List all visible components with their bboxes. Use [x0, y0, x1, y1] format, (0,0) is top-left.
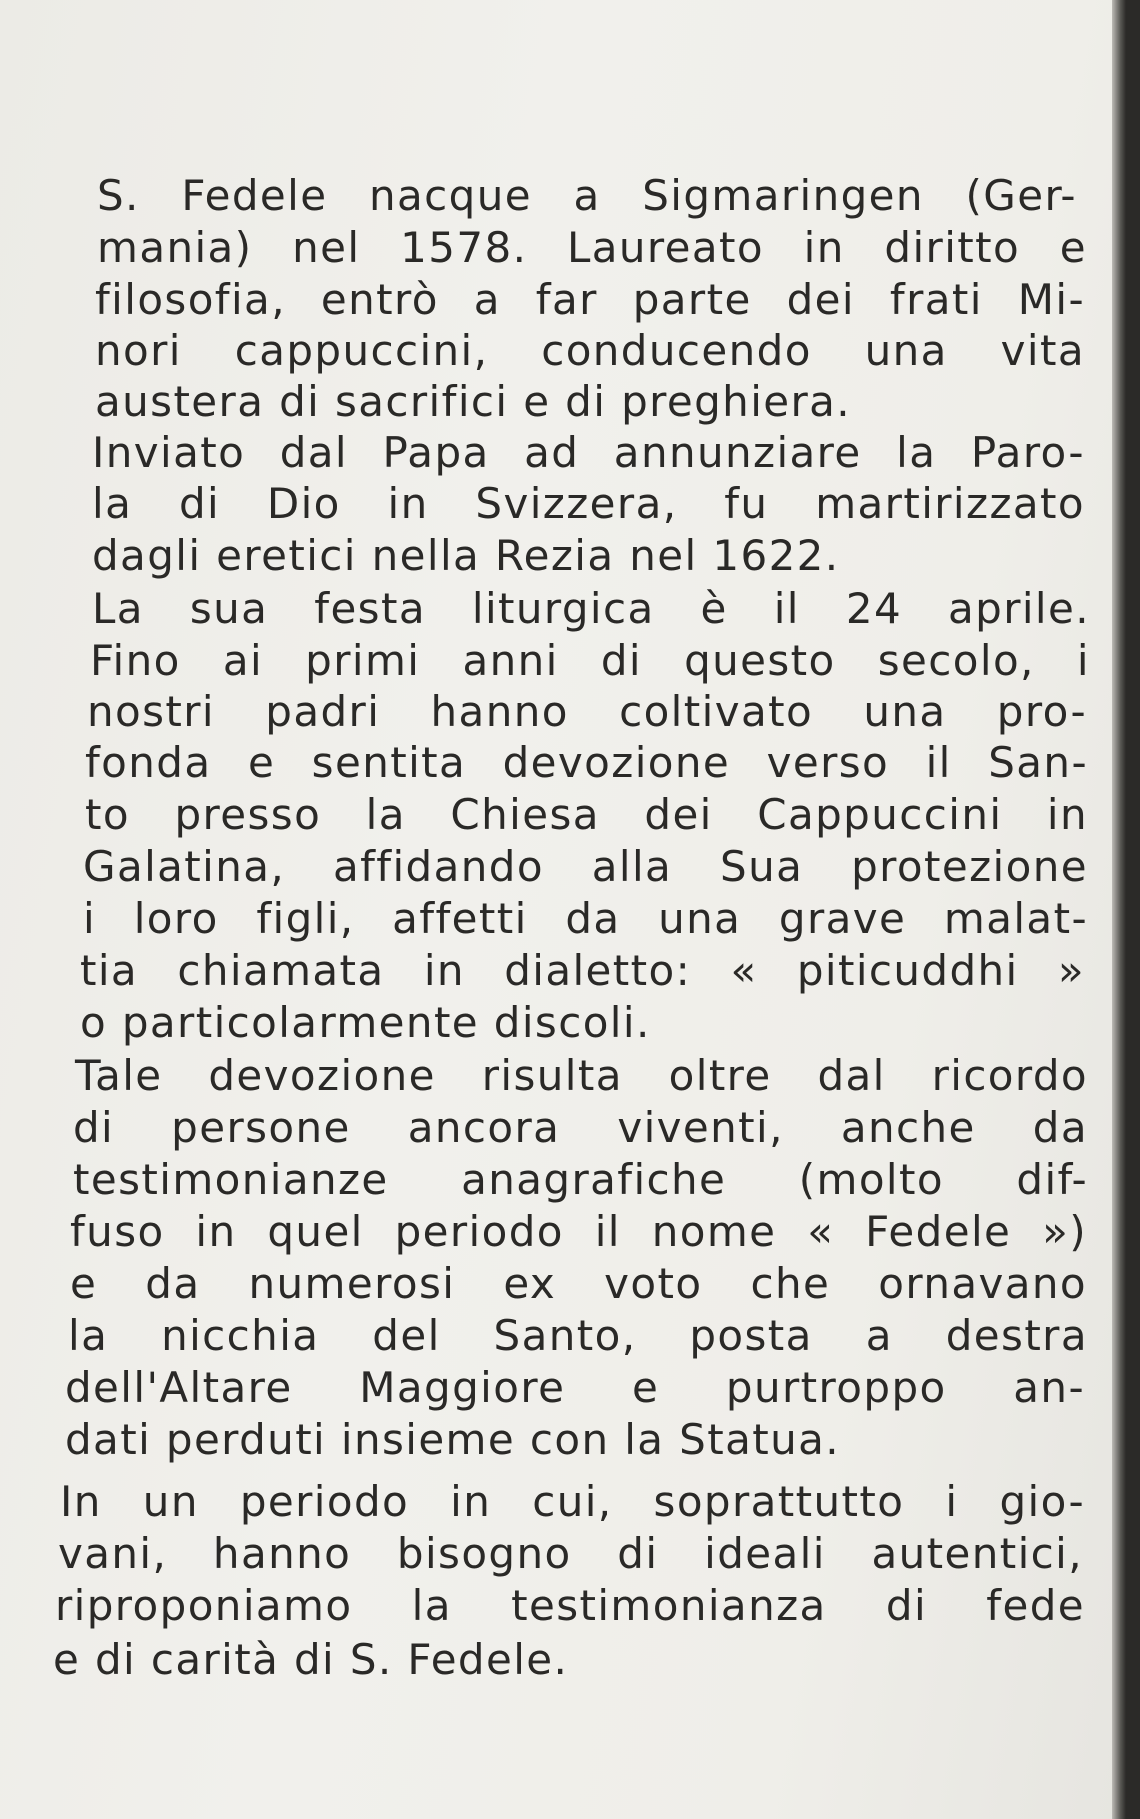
- text-line: la di Dio in Svizzera, fu martirizzato: [92, 479, 1085, 528]
- text-line: S. Fedele nacque a Sigmaringen (Ger-: [97, 171, 1077, 220]
- text-line: Galatina, affidando alla Sua protezione: [83, 842, 1088, 891]
- text-line: fonda e sentita devozione verso il San-: [85, 738, 1088, 787]
- text-line: Inviato dal Papa ad annunziare la Paro-: [92, 428, 1085, 477]
- text-line: austera di sacrifici e di preghiera.: [95, 377, 852, 426]
- text-line: In un periodo in cui, soprattutto i gio-: [60, 1477, 1085, 1526]
- text-line: o particolarmente discoli.: [80, 998, 651, 1047]
- text-line: i loro figli, affetti da una grave malat-: [83, 894, 1088, 943]
- text-line: to presso la Chiesa dei Cappuccini in: [85, 790, 1088, 839]
- text-line: riproponiamo la testimonianza di fede: [55, 1581, 1085, 1630]
- text-line: testimonianze anagrafiche (molto dif-: [73, 1155, 1088, 1204]
- text-line: dati perduti insieme con la Statua.: [65, 1415, 841, 1464]
- text-line: vani, hanno bisogno di ideali autentici,: [58, 1529, 1083, 1578]
- text-line: mania) nel 1578. Laureato in diritto e: [97, 223, 1087, 272]
- text-line: e da numerosi ex voto che ornavano: [70, 1259, 1087, 1308]
- text-line: e di carità di S. Fedele.: [53, 1635, 569, 1684]
- text-line: fuso in quel periodo il nome « Fedele »): [70, 1207, 1087, 1256]
- text-line: nori cappuccini, conducendo una vita: [95, 326, 1085, 375]
- text-line: filosofia, entrò a far parte dei frati Mi-: [95, 275, 1085, 324]
- text-line: dagli eretici nella Rezia nel 1622.: [92, 531, 840, 580]
- text-line: tia chiamata in dialetto: « piticuddhi »: [80, 946, 1085, 995]
- text-line: La sua festa liturgica è il 24 aprile.: [92, 584, 1090, 633]
- text-line: Fino ai primi anni di questo secolo, i: [90, 636, 1090, 685]
- card-edge-shadow: [1112, 0, 1126, 1819]
- text-line: di persone ancora viventi, anche da: [73, 1103, 1088, 1152]
- text-line: Tale devozione risulta oltre dal ricordo: [75, 1051, 1088, 1100]
- text-line: nostri padri hanno coltivato una pro-: [87, 687, 1087, 736]
- text-line: dell'Altare Maggiore e purtroppo an-: [65, 1363, 1085, 1412]
- text-line: la nicchia del Santo, posta a destra: [68, 1311, 1088, 1360]
